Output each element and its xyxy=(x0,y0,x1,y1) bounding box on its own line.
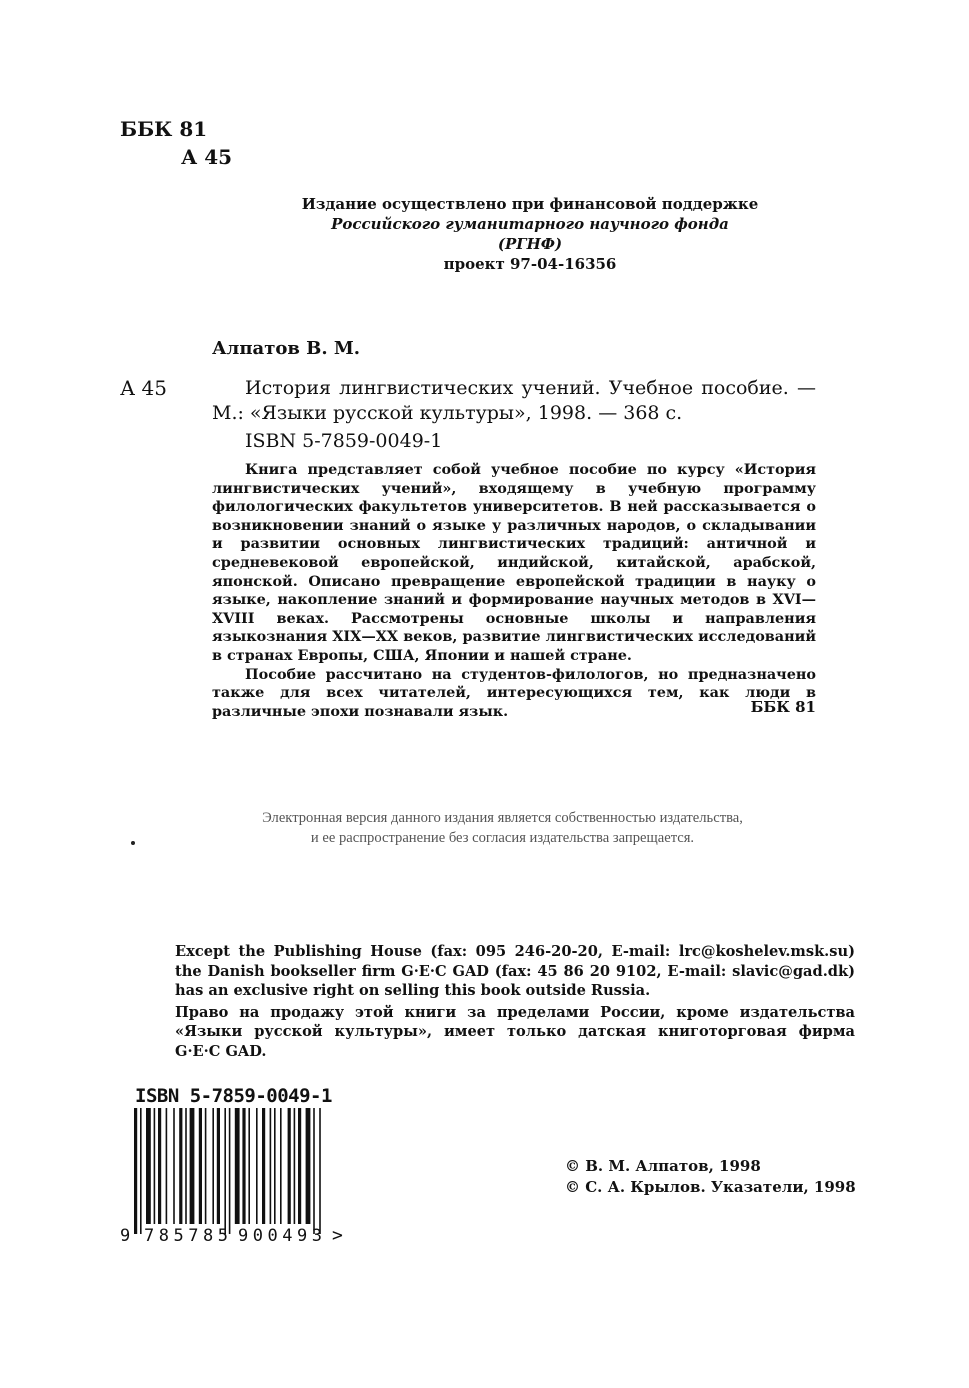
barcode-bar xyxy=(158,1108,161,1224)
barcode-bar xyxy=(288,1108,291,1224)
barcode-bars xyxy=(134,1108,321,1234)
barcode-bar xyxy=(256,1108,258,1224)
author-name: Алпатов В. М. xyxy=(212,338,361,359)
catalog-code: А 45 xyxy=(120,376,167,400)
barcode-bar xyxy=(154,1108,156,1224)
barcode-bar xyxy=(274,1108,276,1224)
barcode-bar xyxy=(306,1108,311,1224)
ean-right-group: 900493 xyxy=(238,1226,322,1244)
rights-russian: Право на продажу этой книги за пределами России, кроме издательства «Языки русской культуры», имеет только датская книготорговая фирма G·E·C GAD. xyxy=(175,1003,855,1060)
abstract xyxy=(212,461,816,721)
barcode-bar xyxy=(140,1108,142,1234)
barcode-bar xyxy=(319,1108,321,1234)
electronic-version-notice xyxy=(200,808,805,848)
abstract-paragraph-1: Книга представляет собой учебное пособие по курсу «История лингвистических учений», входящему в учебную программу филологических факультетов университетов. В ней рассказывается о возникновении знаний о языке у различных народов, о складывании и развитии основных лингвистических традиций: античной и средневековой европейской, индийской, китайской, арабской, японской. Описано превращение европейской традиции в науку о языке, накопление знаний и формирование научных методов в XVI—XVIII веках. Рассмотрены основные школы и направления языкознания XIX—XX веков, развитие лингвистических исследований в странах Европы, США, Японии и нашей стране. xyxy=(212,461,816,664)
barcode-bar xyxy=(248,1108,250,1224)
barcode-isbn-label: ISBN 5-7859-0049-1 xyxy=(135,1085,332,1107)
barcode-bar xyxy=(298,1108,301,1224)
barcode-bar xyxy=(134,1108,137,1234)
grant-line-1: Издание осуществлено при финансовой поддержке xyxy=(301,195,759,213)
barcode-bar xyxy=(212,1108,214,1224)
grant-line-3: (РГНФ) xyxy=(497,235,563,253)
copyright-author: © В. М. Алпатов, 1998 xyxy=(565,1157,761,1175)
barcode-bar xyxy=(242,1108,245,1224)
bbk-code: ББК 81 xyxy=(120,117,208,141)
barcode-bar xyxy=(185,1108,187,1224)
barcode-bar xyxy=(229,1108,231,1234)
bibliographic-title: История лингвистических учений. Учебное пособие. — М.: «Языки русской культуры», 1998. — 368 с. xyxy=(212,377,816,424)
barcode-bar xyxy=(262,1108,265,1224)
ean-quiet-zone-arrow: > xyxy=(332,1225,343,1244)
isbn: ISBN 5-7859-0049-1 xyxy=(245,430,443,452)
barcode-bar xyxy=(270,1108,272,1224)
barcode-bar xyxy=(179,1108,182,1224)
rights-english: Except the Publishing House (fax: 095 246-20-20, E-mail: lrc@koshelev.msk.su) the Danish bookseller firm G·E·C GAD (fax: 45 86 20 9102, E-mail: slavic@gad.dk) has an exclusive right on selling this book outside Russia. xyxy=(175,943,855,999)
ean-first-digit: 9 xyxy=(120,1226,131,1244)
grant-project: проект 97-04-16356 xyxy=(443,255,617,273)
copyright-indexes: © С. А. Крылов. Указатели, 1998 xyxy=(565,1178,856,1196)
barcode-bar xyxy=(173,1108,175,1224)
barcode-bar xyxy=(217,1108,220,1224)
barcode-bar xyxy=(313,1108,315,1234)
copyright-block xyxy=(565,1156,856,1198)
bbk-classification xyxy=(120,115,232,171)
barcode-bar xyxy=(190,1108,195,1224)
notice-line-1: Электронная версия данного издания является собственностью издательства, xyxy=(262,810,743,826)
bbk-footer: ББК 81 xyxy=(750,698,816,716)
barcode-bar xyxy=(294,1108,296,1224)
barcode-bar xyxy=(235,1108,240,1224)
abstract-paragraph-2: Пособие рассчитано на студентов-филологов, но предназначено также для всех читателей, интересующихся тем, как люди в различные эпохи познавали язык. xyxy=(212,665,816,720)
ean-barcode xyxy=(120,1108,355,1244)
barcode-bar xyxy=(166,1108,168,1224)
notice-line-2: и ее распространение без согласия издательства запрещается. xyxy=(310,830,695,846)
stray-dot xyxy=(131,841,135,845)
barcode-bar xyxy=(199,1108,202,1224)
author-mark: А 45 xyxy=(181,145,233,169)
barcode-bar xyxy=(224,1108,226,1234)
barcode-bar xyxy=(280,1108,282,1224)
ean-left-group: 785785 xyxy=(144,1226,228,1244)
distribution-rights xyxy=(175,942,855,1061)
barcode-bar xyxy=(146,1108,151,1224)
grant-note xyxy=(300,194,760,274)
grant-line-2: Российского гуманитарного научного фонда xyxy=(331,215,729,233)
barcode-bar xyxy=(205,1108,207,1224)
